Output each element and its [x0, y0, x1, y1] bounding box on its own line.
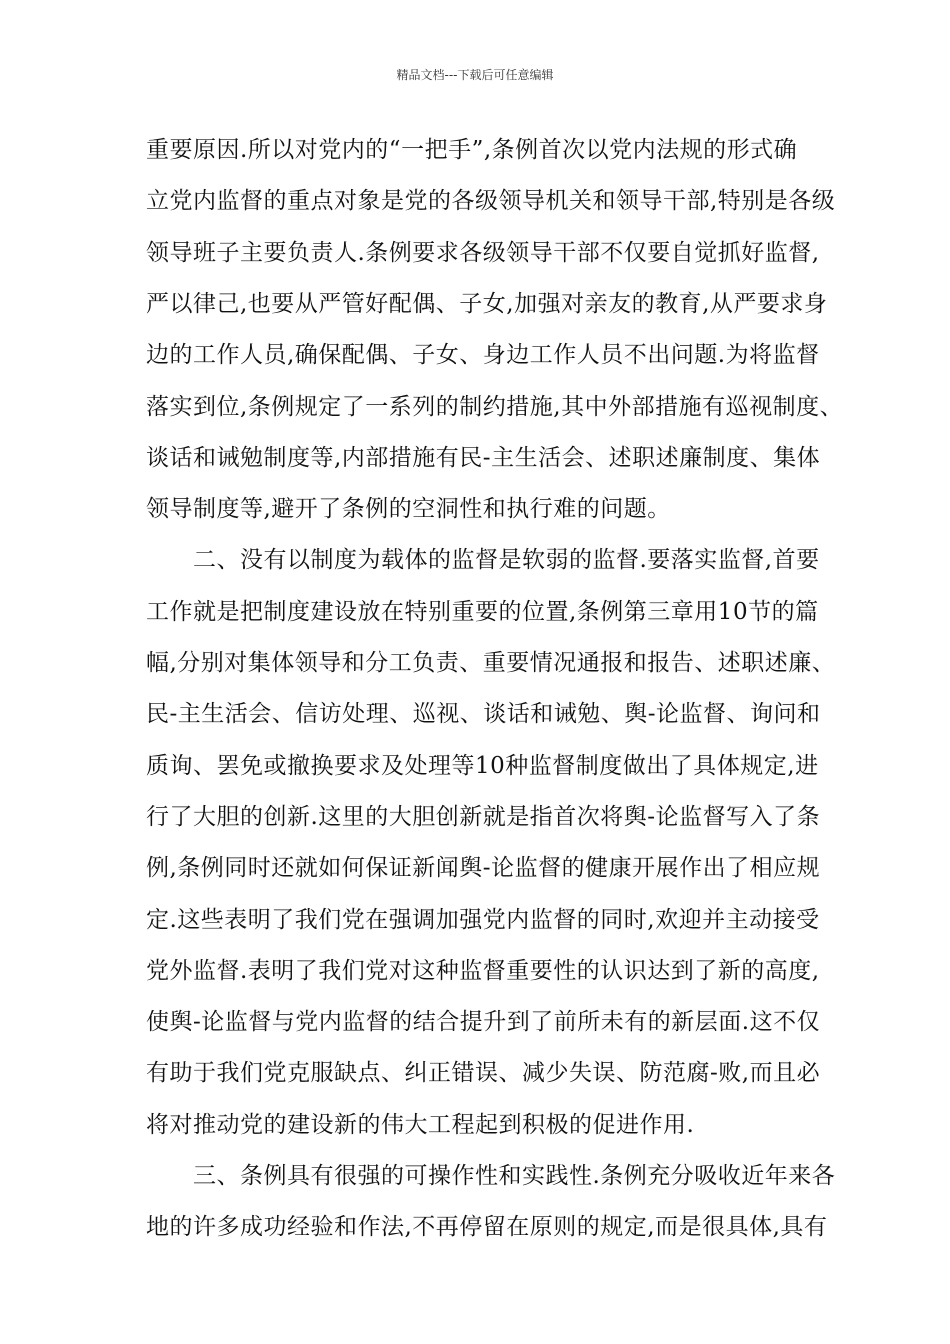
text-line: 民-主生活会、信访处理、巡视、谈话和诫勉、舆-论监督、询问和 — [146, 701, 821, 728]
text-line: 幅,分别对集体领导和分工负责、重要情况通报和报告、述职述廉、 — [146, 650, 836, 676]
text-line: 边的工作人员,确保配偶、子女、身边工作人员不出问题.为将监督 — [146, 342, 820, 369]
text-line: 使舆-论监督与党内监督的结合提升到了前所未有的新层面.这不仅 — [146, 1009, 821, 1036]
text-line: 党外监督.表明了我们党对这种监督重要性的认识达到了新的高度, — [146, 957, 820, 984]
text-line: 行了大胆的创新.这里的大胆创新就是指首次将舆-论监督写入了条 — [146, 803, 821, 830]
text-line: 落实到位,条例规定了一系列的制约措施,其中外部措施有巡视制度、 — [146, 393, 844, 420]
text-line: 三、条例具有很强的可操作性和实践性.条例充分吸收近年来各 — [146, 1163, 836, 1189]
text-line: 领导制度等,避开了条例的空洞性和执行难的问题。 — [146, 496, 671, 523]
text-line: 有助于我们党克服缺点、纠正错误、减少失误、防范腐-败,而且必 — [146, 1060, 821, 1087]
text-line: 将对推动党的建设新的伟大工程起到积极的促进作用. — [146, 1111, 695, 1138]
text-line: 二、没有以制度为载体的监督是软弱的监督.要落实监督,首要 — [146, 547, 820, 574]
text-line: 地的许多成功经验和作法,不再停留在原则的规定,而是很具体,具有 — [146, 1214, 828, 1241]
text-line: 谈话和诫勉制度等,内部措施有民-主生活会、述职述廉制度、集体 — [146, 444, 821, 471]
text-line: 领导班子主要负责人.条例要求各级领导干部不仅要自觉抓好监督, — [146, 239, 820, 266]
text-line: 例,条例同时还就如何保证新闻舆-论监督的健康开展作出了相应规 — [146, 855, 821, 882]
page-header: 精品文档---下载后可任意编辑 — [396, 68, 554, 82]
text-line: 定.这些表明了我们党在强调加强党内监督的同时,欢迎并主动接受 — [146, 906, 820, 933]
text-line: 严以律己,也要从严管好配偶、子女,加强对亲友的教育,从严要求身 — [146, 290, 828, 317]
text-line: 重要原因.所以对党内的“一把手”,条例首次以党内法规的形式确 — [146, 137, 798, 163]
text-line: 立党内监督的重点对象是党的各级领导机关和领导干部,特别是各级 — [146, 188, 836, 215]
text-line: 质询、罢免或撤换要求及处理等10种监督制度做出了具体规定,进 — [146, 752, 819, 779]
text-line: 工作就是把制度建设放在特别重要的位置,条例第三章用10节的篇 — [146, 598, 819, 625]
